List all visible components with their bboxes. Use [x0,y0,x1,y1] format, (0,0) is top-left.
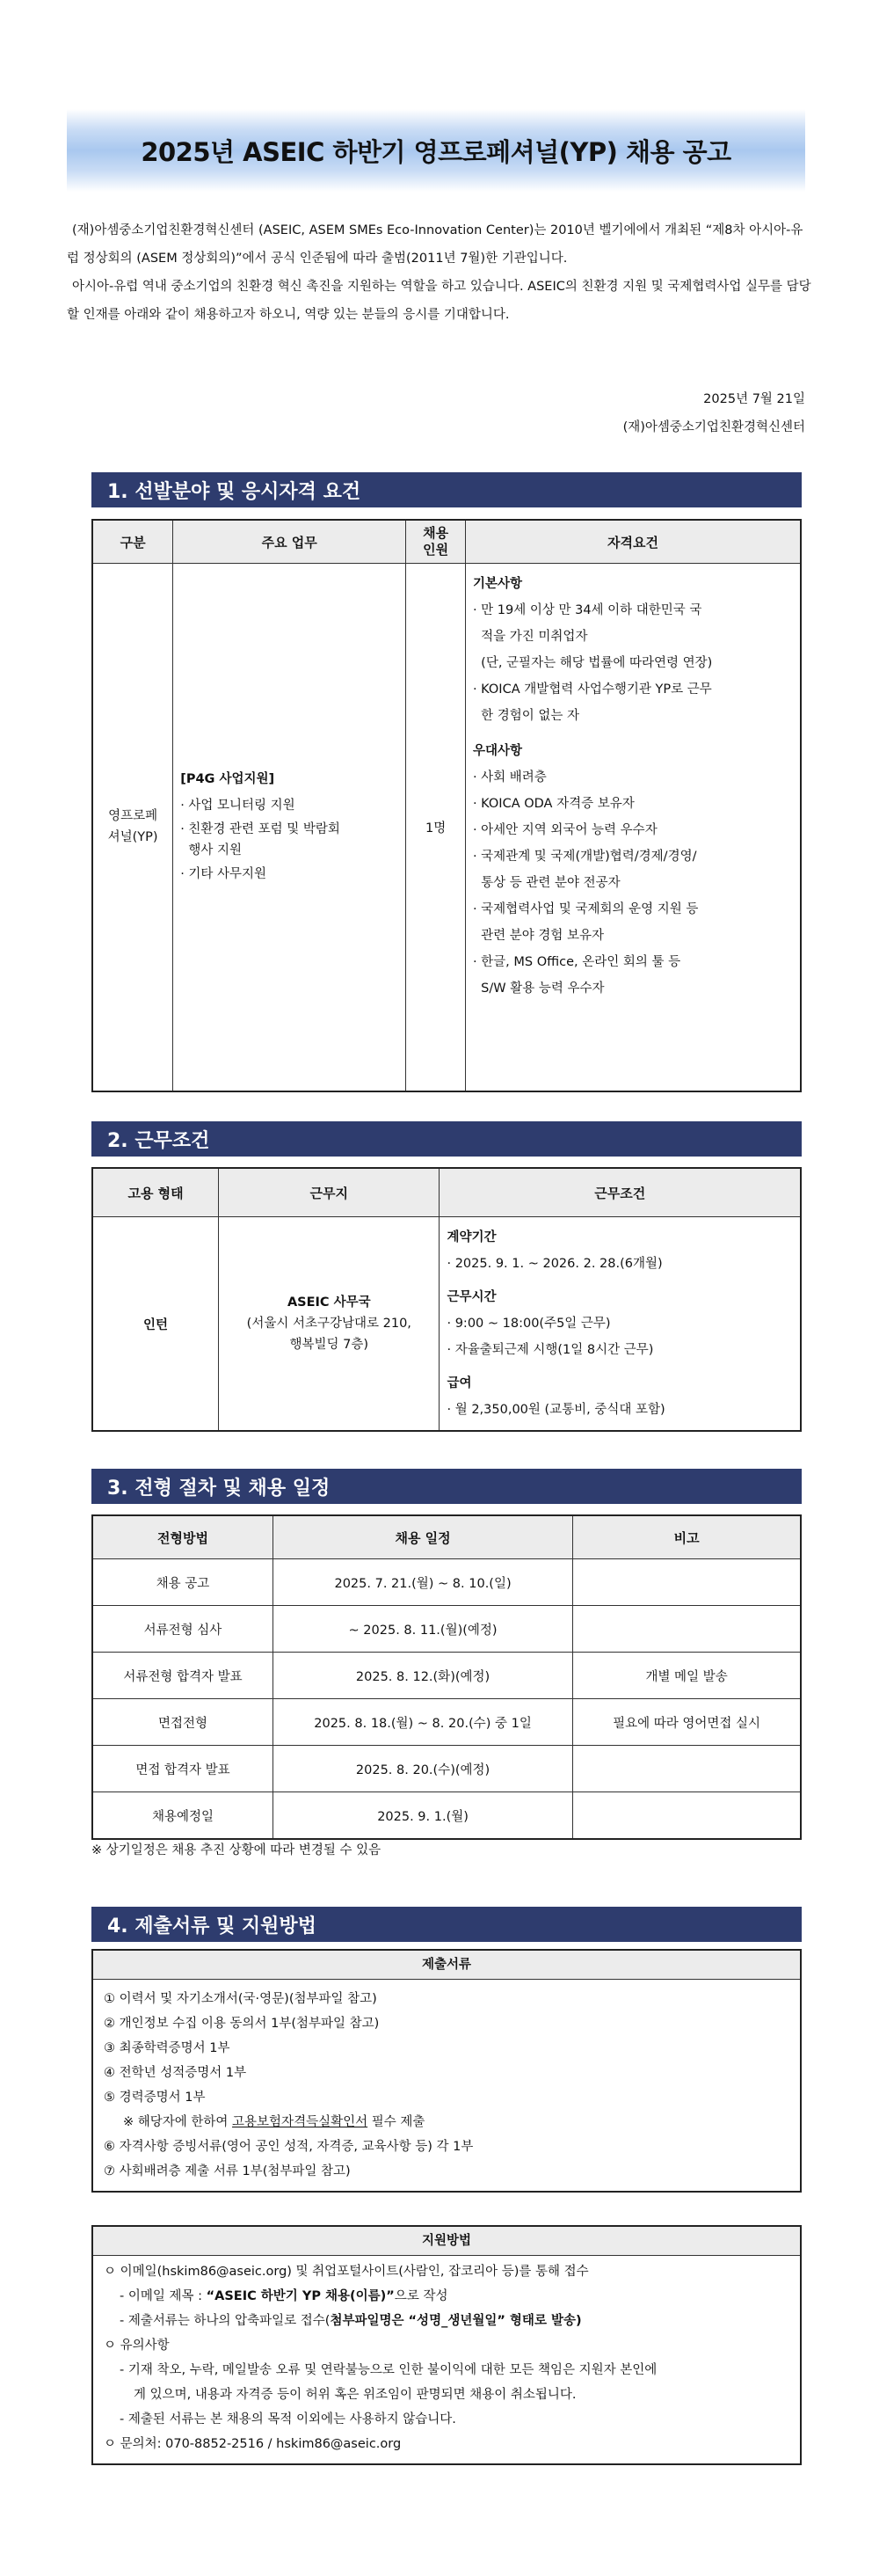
documents-box [91,1949,802,2193]
remarks-cell [573,1746,801,1792]
line-text: - 제출서류는 하나의 압축파일로 접수( [120,2314,331,2328]
organization-name: (재)아셈중소기업친환경혁신센터 [622,420,805,434]
document-item: ⑦ 사회배려층 제출 서류 1부(첨부파일 참고) [104,2164,351,2178]
schedule-cell: ~ 2025. 8. 11.(월)(예정) [272,1606,572,1653]
schedule-cell: 2025. 7. 21.(월) ~ 8. 10.(일) [272,1559,572,1606]
header-conditions: 근무조건 [440,1168,801,1217]
count-cell: 1명 [406,564,466,1091]
intro-paragraph: (재)아셈중소기업친환경혁신센터 (ASEIC, ASEM SMEs Eco-Innovation Center)는 2010년 벨기에에서 개최된 “제8차 아시아-유럽 정상회의 (ASEM 정상회의)”에서 공식 인준됨에 따라 출범(2011년 7월)한 기관입니다. [67,223,803,266]
pay-amount: · 월 2,350,00원 (교통비, 중식대 포함) [447,1403,665,1417]
method-cell: 채용예정일 [92,1792,272,1840]
schedule-note: ※ 상기일정은 채용 추진 상황에 따라 변경될 수 있음 [91,1843,382,1857]
hours-item: · 9:00 ~ 18:00(주5일 근무) [447,1317,611,1331]
application-line: ㅇ 이메일(hskim86@aseic.org) 및 취업포털사이트(사람인, 잡코리아 등)를 통해 접수 [104,2265,589,2279]
qualification-table [91,519,802,1092]
schedule-table [91,1514,802,1840]
schedule-cell: 2025. 8. 20.(수)(예정) [272,1746,572,1792]
title-banner [67,109,805,192]
email-subject: “ASEIC 하반기 YP 채용(이름)” [206,2289,395,2303]
basic-item: · 만 19세 이상 만 34세 이하 대한민국 국 [472,603,702,617]
application-box [91,2225,802,2465]
schedule-cell: 2025. 9. 1.(월) [272,1792,572,1840]
document-item: ① 이력서 및 자기소개서(국·영문)(첨부파일 참고) [104,1992,377,2006]
table-row [92,1699,801,1746]
table-row [92,1792,801,1840]
method-cell: 면접전형 [92,1699,272,1746]
document-item: ③ 최종학력증명서 1부 [104,2041,230,2055]
application-line [104,2309,789,2333]
basic-item: · KOICA 개발협력 사업수행기관 YP로 근무 [472,682,712,697]
workplace-title: ASEIC 사무국 [287,1295,371,1310]
section-header-1: 1. 선발분야 및 응시자격 요건 [91,472,802,507]
workplace-address: (서울시 서초구강남대로 210, 행복빌딩 7층) [246,1317,411,1352]
application-line: ㅇ 유의사항 [104,2339,170,2353]
note-underlined: 고용보험자격득실확인서 [232,2115,368,2129]
preference-item: · KOICA ODA 자격증 보유자 [472,797,635,811]
hours-title: 근무시간 [447,1290,497,1304]
header-remarks: 비고 [573,1515,801,1559]
preference-title: 우대사항 [472,744,522,758]
method-cell: 서류전형 심사 [92,1606,272,1653]
line-text: - 이메일 제목 : [120,2289,207,2303]
duty-title: [P4G 사업지원] [180,772,275,787]
category-cell: 영프로페 셔널(YP) [92,564,173,1091]
remarks-cell: 개별 메일 발송 [573,1653,801,1699]
basic-item: 한 경험이 없는 자 [472,709,580,723]
page-title: 2025년 ASEIC 하반기 영프로페셔널(YP) 채용 공고 [141,136,731,167]
remarks-cell [573,1559,801,1606]
document-item: ④ 전학년 성적증명서 1부 [104,2066,247,2080]
pay-title: 급여 [447,1376,472,1390]
date-block [623,385,805,441]
header-category: 구분 [92,520,173,564]
requirements-cell [465,564,801,1091]
conditions-cell [440,1217,801,1432]
section-header-2: 2. 근무조건 [91,1121,802,1157]
duty-item: · 기타 사무지원 [180,867,267,882]
note-text: 필수 제출 [367,2115,425,2129]
header-count: 채용 인원 [406,520,466,564]
preference-item: S/W 활용 능력 우수자 [472,982,605,996]
table-row [92,1653,801,1699]
duty-item: 행사 지원 [180,843,243,858]
application-title: 지원방법 [93,2227,800,2256]
duty-item: · 친환경 관련 포럼 및 박람회 [180,822,340,837]
employment-type-cell: 인턴 [92,1217,219,1432]
schedule-cell: 2025. 8. 12.(화)(예정) [272,1653,572,1699]
basic-title: 기본사항 [472,577,522,591]
intro-text [67,216,814,329]
method-cell: 면접 합격자 발표 [92,1746,272,1792]
contact-line: ㅇ 문의처: 070-8852-2516 / hskim86@aseic.org [104,2437,402,2451]
header-method: 전형방법 [92,1515,272,1559]
notice-date: 2025년 7월 21일 [703,392,805,406]
section-header-4: 4. 제출서류 및 지원방법 [91,1907,802,1942]
documents-title: 제출서류 [93,1951,800,1980]
document-item: ⑥ 자격사항 증빙서류(영어 공인 성적, 자격증, 교육사항 등) 각 1부 [104,2140,474,2154]
header-duties: 주요 업무 [173,520,406,564]
section-header-3: 3. 전형 절차 및 채용 일정 [91,1469,802,1504]
remarks-cell: 필요에 따라 영어면접 실시 [573,1699,801,1746]
schedule-cell: 2025. 8. 18.(월) ~ 8. 20.(수) 중 1일 [272,1699,572,1746]
document-note [104,2110,789,2135]
application-line [104,2284,789,2309]
table-row [92,1746,801,1792]
header-requirements: 자격요건 [465,520,801,564]
preference-item: · 사회 배려층 [472,770,547,784]
table-row [92,1559,801,1606]
method-cell: 서류전형 합격자 발표 [92,1653,272,1699]
table-row [92,1606,801,1653]
document-item: ⑤ 경력증명서 1부 [104,2091,206,2105]
preference-item: · 국제협력사업 및 국제회의 운영 지원 등 [472,902,699,916]
preference-item: · 한글, MS Office, 온라인 회의 툴 등 [472,955,681,969]
header-workplace: 근무지 [219,1168,440,1217]
workplace-cell [219,1217,440,1432]
preference-item: 관련 분야 경험 보유자 [472,929,605,943]
application-line: 게 있으며, 내용과 자격증 등이 허위 혹은 위조임이 판명되면 채용이 취소됩니다. [134,2388,577,2402]
header-employment-type: 고용 형태 [92,1168,219,1217]
note-text: ※ 해당자에 한하여 [123,2115,233,2129]
preference-item: · 국제관계 및 국제(개발)협력/경제/경영/ [472,850,697,864]
remarks-cell [573,1792,801,1840]
filename-rule: 첨부파일명은 “성명_생년월일” 형태로 발송) [330,2314,582,2328]
line-text: 으로 작성 [394,2289,448,2303]
method-cell: 채용 공고 [92,1559,272,1606]
remarks-cell [573,1606,801,1653]
duties-cell [173,564,406,1091]
hours-item: · 자율출퇴근제 시행(1일 8시간 근무) [447,1343,654,1357]
basic-item: (단, 군필자는 해당 법률에 따라연령 연장) [472,656,713,670]
application-line: - 기재 착오, 누락, 메일발송 오류 및 연락불능으로 인한 불이익에 대한 모든 책임은 지원자 본인에 [120,2363,658,2377]
contract-period: · 2025. 9. 1. ~ 2026. 2. 28.(6개월) [447,1257,663,1271]
basic-item: 적을 가진 미취업자 [472,630,588,644]
duty-item: · 사업 모니터링 지원 [180,799,295,814]
header-schedule: 채용 일정 [272,1515,572,1559]
work-conditions-table [91,1167,802,1432]
document-item: ② 개인정보 수집 이용 동의서 1부(첨부파일 참고) [104,2017,380,2031]
preference-item: · 아세안 지역 외국어 능력 우수자 [472,823,658,837]
contract-title: 계약기간 [447,1230,497,1244]
intro-paragraph: 아시아-유럽 역내 중소기업의 친환경 혁신 촉진을 지원하는 역할을 하고 있습니다. ASEIC의 친환경 지원 및 국제협력사업 실무를 담당할 인재를 아래와 같이 채용하고자 하오니, 역량 있는 분들의 응시를 기대합니다. [67,280,811,322]
application-line: - 제출된 서류는 본 채용의 목적 이외에는 사용하지 않습니다. [120,2412,456,2426]
preference-item: 통상 등 관련 분야 전공자 [472,876,621,890]
